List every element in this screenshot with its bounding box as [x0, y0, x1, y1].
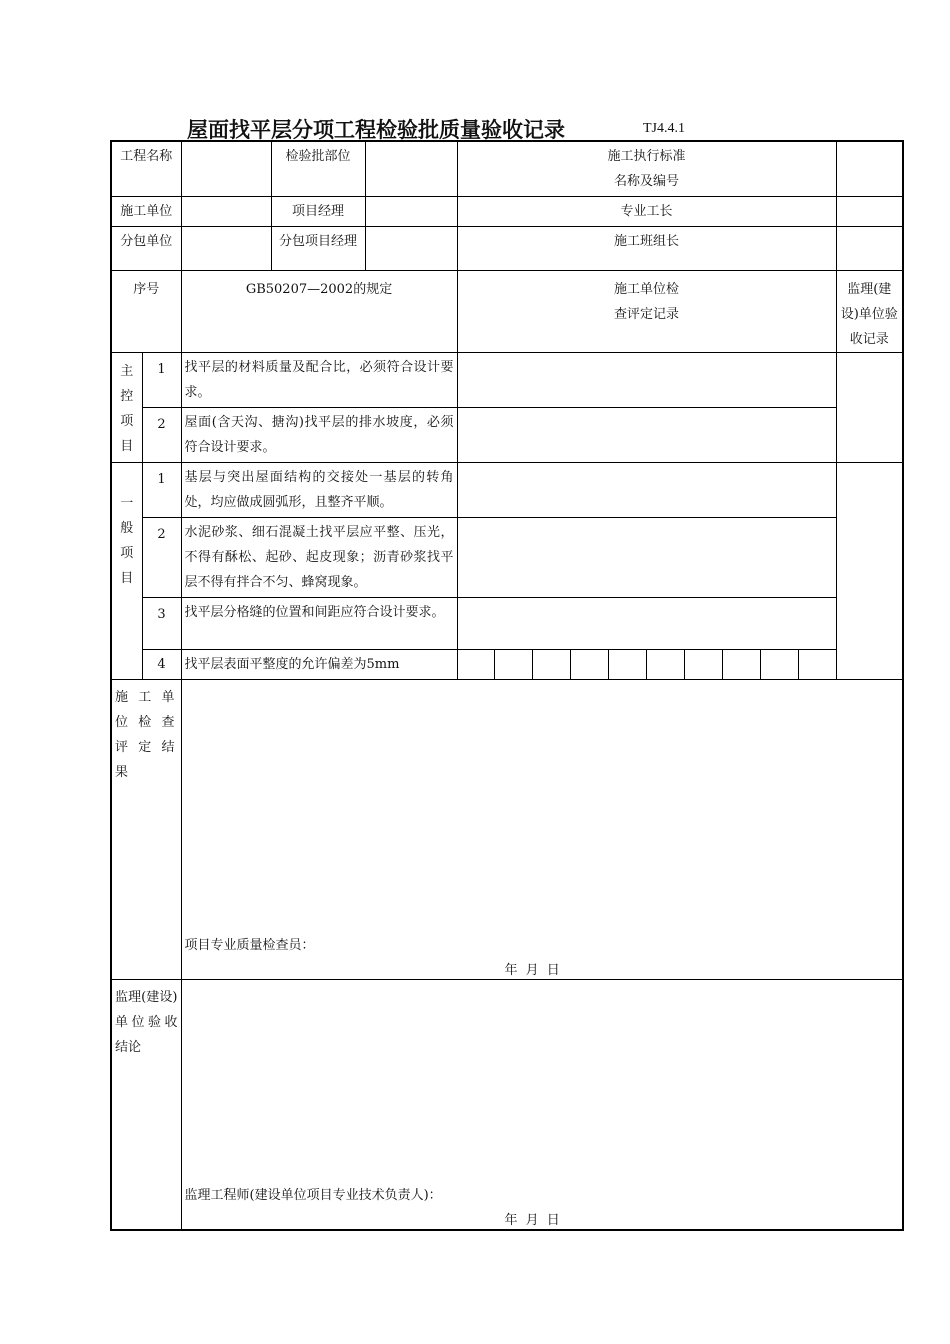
- supervision-record-header: [836, 271, 903, 353]
- group-char: 项: [120, 546, 134, 561]
- measurement-cell[interactable]: [798, 650, 836, 680]
- group-char: 一: [120, 496, 134, 511]
- quality-inspector-signature-label: 项目专业质量检查员：: [184, 938, 315, 953]
- group-char: 项: [120, 414, 134, 429]
- supervision-record-cell[interactable]: [836, 353, 903, 463]
- sub-manager-label: 分包项目经理: [271, 227, 365, 271]
- project-name-value[interactable]: [181, 141, 271, 197]
- measurement-cell[interactable]: [608, 650, 646, 680]
- measurement-cell[interactable]: [646, 650, 684, 680]
- item-number: 1: [142, 463, 181, 518]
- inspection-part-label: 检验批部位: [271, 141, 365, 197]
- construction-result-area[interactable]: [181, 680, 903, 980]
- seq-header: 序号: [111, 271, 181, 353]
- general-group-label: [111, 463, 142, 680]
- item-number: 3: [142, 598, 181, 650]
- measurement-cell[interactable]: [722, 650, 760, 680]
- measurement-cell[interactable]: [760, 650, 798, 680]
- measurement-cell[interactable]: [457, 650, 494, 680]
- inspection-part-value[interactable]: [365, 141, 457, 197]
- sub-manager-value[interactable]: [365, 227, 457, 271]
- subcontractor-value[interactable]: [181, 227, 271, 271]
- form-code: TJ4.4.1: [643, 121, 685, 136]
- item-number: 2: [142, 408, 181, 463]
- supervision-result-area[interactable]: [181, 980, 903, 1230]
- item-requirement: 找平层的材料质量及配合比，必须符合设计要求。: [181, 353, 457, 408]
- check-record-cell[interactable]: [457, 353, 836, 408]
- foreman-label: 专业工长: [457, 197, 836, 227]
- measurement-cell[interactable]: [532, 650, 570, 680]
- construction-unit-label: 施工单位: [111, 197, 181, 227]
- check-record-header-line2: 查评定记录: [614, 307, 680, 322]
- supervision-result-label: 监理(建设)单位验收结论: [111, 980, 181, 1230]
- supervision-header-line1: 监理(建: [847, 282, 892, 297]
- supervision-result-date: 年 月 日: [504, 1213, 560, 1228]
- item-requirement: 找平层分格缝的位置和间距应符合设计要求。: [181, 598, 457, 650]
- main-control-group-label: [111, 353, 142, 463]
- project-manager-value[interactable]: [365, 197, 457, 227]
- inspection-form-table: [110, 140, 904, 1231]
- item-requirement: 找平层表面平整度的允许偏差为5mm: [181, 650, 457, 680]
- team-leader-label: 施工班组长: [457, 227, 836, 271]
- item-number: 2: [142, 518, 181, 598]
- group-char: 目: [120, 439, 134, 454]
- supervising-engineer-signature-label: 监理工程师(建设单位项目专业技术负责人)：: [184, 1188, 442, 1203]
- document-title: 屋面找平层分项工程检验批质量验收记录: [187, 118, 565, 142]
- spec-header: GB50207—2002的规定: [181, 271, 457, 353]
- item-requirement: 基层与突出屋面结构的交接处一基层的转角处，均应做成圆弧形，且整齐平顺。: [181, 463, 457, 518]
- measurement-cell[interactable]: [494, 650, 532, 680]
- project-manager-label: 项目经理: [271, 197, 365, 227]
- check-record-header-line1: 施工单位检: [614, 282, 680, 297]
- standard-label-line1: 施工执行标准: [607, 149, 686, 164]
- check-record-cell[interactable]: [457, 463, 836, 518]
- construction-result-date: 年 月 日: [504, 963, 560, 978]
- item-requirement: 屋面(含天沟、搪沟)找平层的排水坡度，必须符合设计要求。: [181, 408, 457, 463]
- standard-label-line2: 名称及编号: [614, 174, 680, 189]
- check-record-header: [457, 271, 836, 353]
- check-record-cell[interactable]: [457, 408, 836, 463]
- measurement-cell[interactable]: [684, 650, 722, 680]
- item-number: 4: [142, 650, 181, 680]
- foreman-value[interactable]: [836, 197, 903, 227]
- group-char: 主: [120, 364, 134, 379]
- item-requirement: 水泥砂浆、细石混凝土找平层应平整、压光，不得有酥松、起砂、起皮现象；沥青砂浆找平层不得有拌合不匀、蜂窝现象。: [181, 518, 457, 598]
- group-char: 目: [120, 571, 134, 586]
- project-name-label: 工程名称: [111, 141, 181, 197]
- standard-value[interactable]: [836, 141, 903, 197]
- item-number: 1: [142, 353, 181, 408]
- measurement-cell[interactable]: [570, 650, 608, 680]
- subcontractor-label: 分包单位: [111, 227, 181, 271]
- construction-result-label: 施工单位检查评定结果: [111, 680, 181, 980]
- team-leader-value[interactable]: [836, 227, 903, 271]
- construction-unit-value[interactable]: [181, 197, 271, 227]
- supervision-record-cell[interactable]: [836, 463, 903, 680]
- supervision-header-line2: 设)单位验: [840, 307, 898, 322]
- group-char: 般: [120, 521, 134, 536]
- supervision-header-line3: 收记录: [849, 332, 889, 347]
- check-record-cell[interactable]: [457, 598, 836, 650]
- check-record-cell[interactable]: [457, 518, 836, 598]
- standard-label: [457, 141, 836, 197]
- group-char: 控: [120, 389, 134, 404]
